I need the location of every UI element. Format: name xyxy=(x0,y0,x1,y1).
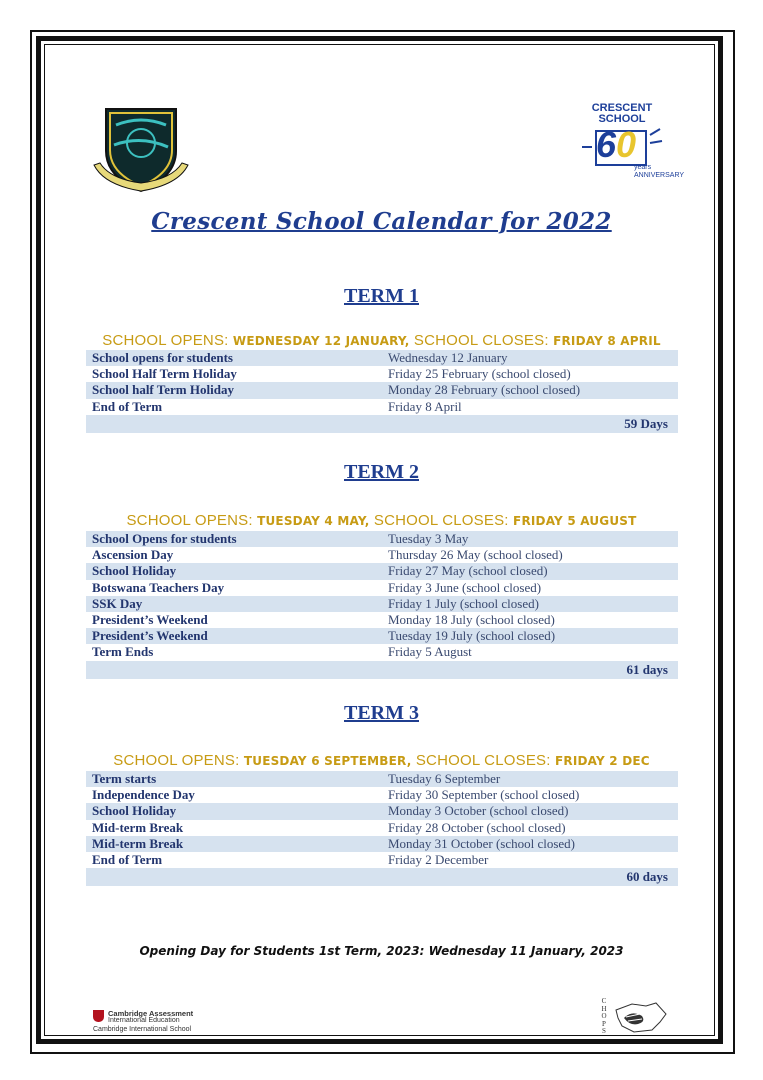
anniversary-caption xyxy=(634,164,684,180)
table-row xyxy=(86,399,678,415)
table-row xyxy=(86,644,678,660)
term-1-heading: TERM 1 xyxy=(344,285,419,307)
event-name: Term starts xyxy=(92,771,157,786)
term-2-closes-label: SCHOOL CLOSES: xyxy=(373,512,509,529)
chops-letters xyxy=(600,998,608,1036)
event-name: President’s Weekend xyxy=(92,611,208,627)
event-date: Tuesday 19 July (school closed) xyxy=(388,628,556,644)
event-name: Ascension Day xyxy=(92,547,174,563)
term-2-opens-date: TUESDAY 4 MAY, xyxy=(257,514,370,528)
event-name: School half Term Holiday xyxy=(92,382,234,398)
chops-letter: O xyxy=(601,1012,607,1020)
anniversary-digit-0: 0 xyxy=(616,124,637,165)
table-row xyxy=(86,771,678,787)
event-date: Friday 28 October (school closed) xyxy=(388,819,566,835)
table-row xyxy=(86,382,678,398)
term-1-opens-date: WEDNESDAY 12 JANUARY, xyxy=(232,334,410,348)
table-row xyxy=(86,596,678,612)
cambridge-line1: Cambridge Assessment xyxy=(108,1009,194,1018)
event-name: Mid-term Break xyxy=(92,819,184,835)
term-3-table xyxy=(86,771,678,886)
event-name: School opens for students xyxy=(92,350,233,365)
table-row xyxy=(86,350,678,366)
event-date: Wednesday 12 January xyxy=(388,350,508,365)
event-name: Botswana Teachers Day xyxy=(92,579,225,595)
term-3-total xyxy=(86,868,678,886)
anniversary-caption-years: years xyxy=(634,164,652,171)
event-name: School Opens for students xyxy=(92,531,237,546)
event-date: Tuesday 6 September xyxy=(388,771,501,786)
term-3-closes-label: SCHOOL CLOSES: xyxy=(415,752,551,769)
term-1-total-days: 59 Days xyxy=(624,415,668,431)
event-date: Friday 25 February (school closed) xyxy=(388,366,571,382)
event-date: Friday 1 July (school closed) xyxy=(388,595,539,611)
anniversary-number xyxy=(596,124,637,165)
event-date: Tuesday 3 May xyxy=(388,531,469,546)
table-row xyxy=(86,531,678,547)
anniversary-badge xyxy=(576,102,685,183)
event-date: Thursday 26 May (school closed) xyxy=(388,547,563,563)
term-2-total xyxy=(86,661,678,679)
term-3-opens-date: TUESDAY 6 SEPTEMBER, xyxy=(243,754,412,768)
event-date: Monday 18 July (school closed) xyxy=(388,611,555,627)
term-2-closes-date: FRIDAY 5 AUGUST xyxy=(513,514,637,528)
event-name: School Half Term Holiday xyxy=(92,366,237,382)
chops-letter: P xyxy=(602,1019,606,1028)
event-name: Independence Day xyxy=(92,787,195,803)
table-row xyxy=(86,612,678,628)
anniversary-line2: SCHOOL xyxy=(598,113,646,125)
anniversary-digit-6: 6 xyxy=(596,124,617,165)
event-date: Friday 27 May (school closed) xyxy=(388,563,548,579)
term-2-open-close-line xyxy=(0,512,763,529)
cambridge-logo xyxy=(93,1009,233,1035)
school-crest-logo xyxy=(92,105,190,195)
term-2-heading: TERM 2 xyxy=(344,461,419,483)
event-name: School Holiday xyxy=(92,563,177,579)
term-2-total-days: 61 days xyxy=(626,661,668,677)
table-row xyxy=(86,852,678,868)
term-2-table xyxy=(86,531,678,679)
event-date: Friday 5 August xyxy=(388,644,472,660)
term-3-open-close-line xyxy=(0,752,763,769)
table-row xyxy=(86,803,678,819)
event-name: End of Term xyxy=(92,851,163,867)
cambridge-line3: Cambridge International School xyxy=(93,1026,192,1033)
event-name: Mid-term Break xyxy=(92,835,184,851)
table-row xyxy=(86,836,678,852)
chops-map-icon xyxy=(612,1000,668,1034)
chops-letter: H xyxy=(601,1004,607,1013)
event-name: SSK Day xyxy=(92,595,143,611)
page-title: Crescent School Calendar for 2022 xyxy=(151,208,612,235)
term-3-heading: TERM 3 xyxy=(344,702,419,724)
next-year-opening-note: Opening Day for Students 1st Term, 2023: Wednesday 11 January, 2023 xyxy=(139,944,624,958)
anniversary-caption-anniversary: ANNIVERSARY xyxy=(634,172,685,179)
event-date: Monday 3 October (school closed) xyxy=(388,803,569,819)
event-date: Friday 8 April xyxy=(388,398,462,414)
chops-logo xyxy=(600,998,670,1036)
cambridge-shield-icon xyxy=(93,1010,104,1022)
term-2-opens-label: SCHOOL OPENS: xyxy=(126,512,253,529)
event-date: Friday 2 December xyxy=(388,851,489,867)
event-date: Friday 30 September (school closed) xyxy=(388,787,580,803)
table-row xyxy=(86,580,678,596)
event-name: Term Ends xyxy=(92,644,154,660)
term-1-total xyxy=(86,415,678,433)
chops-letter: C xyxy=(601,997,607,1005)
term-1-opens-label: SCHOOL OPENS: xyxy=(102,332,229,349)
term-1-closes-label: SCHOOL CLOSES: xyxy=(413,332,549,349)
table-row xyxy=(86,820,678,836)
table-row xyxy=(86,628,678,644)
table-row xyxy=(86,547,678,563)
table-row xyxy=(86,366,678,382)
event-name: School Holiday xyxy=(92,803,177,819)
term-3-opens-label: SCHOOL OPENS: xyxy=(113,752,240,769)
event-name: End of Term xyxy=(92,398,163,414)
event-date: Friday 3 June (school closed) xyxy=(388,579,542,595)
event-date: Monday 31 October (school closed) xyxy=(388,835,576,851)
term-1-open-close-line xyxy=(0,332,763,349)
table-row xyxy=(86,787,678,803)
term-3-closes-date: FRIDAY 2 DEC xyxy=(555,754,650,768)
chops-letter: S xyxy=(602,1027,606,1035)
event-name: President’s Weekend xyxy=(92,628,208,644)
term-1-closes-date: FRIDAY 8 APRIL xyxy=(553,334,661,348)
anniversary-line1: CRESCENT xyxy=(591,102,653,114)
term-1-table xyxy=(86,350,678,433)
table-row xyxy=(86,563,678,579)
term-3-total-days: 60 days xyxy=(626,869,668,885)
event-date: Monday 28 February (school closed) xyxy=(388,382,581,398)
cambridge-line2: International Education xyxy=(108,1017,180,1024)
